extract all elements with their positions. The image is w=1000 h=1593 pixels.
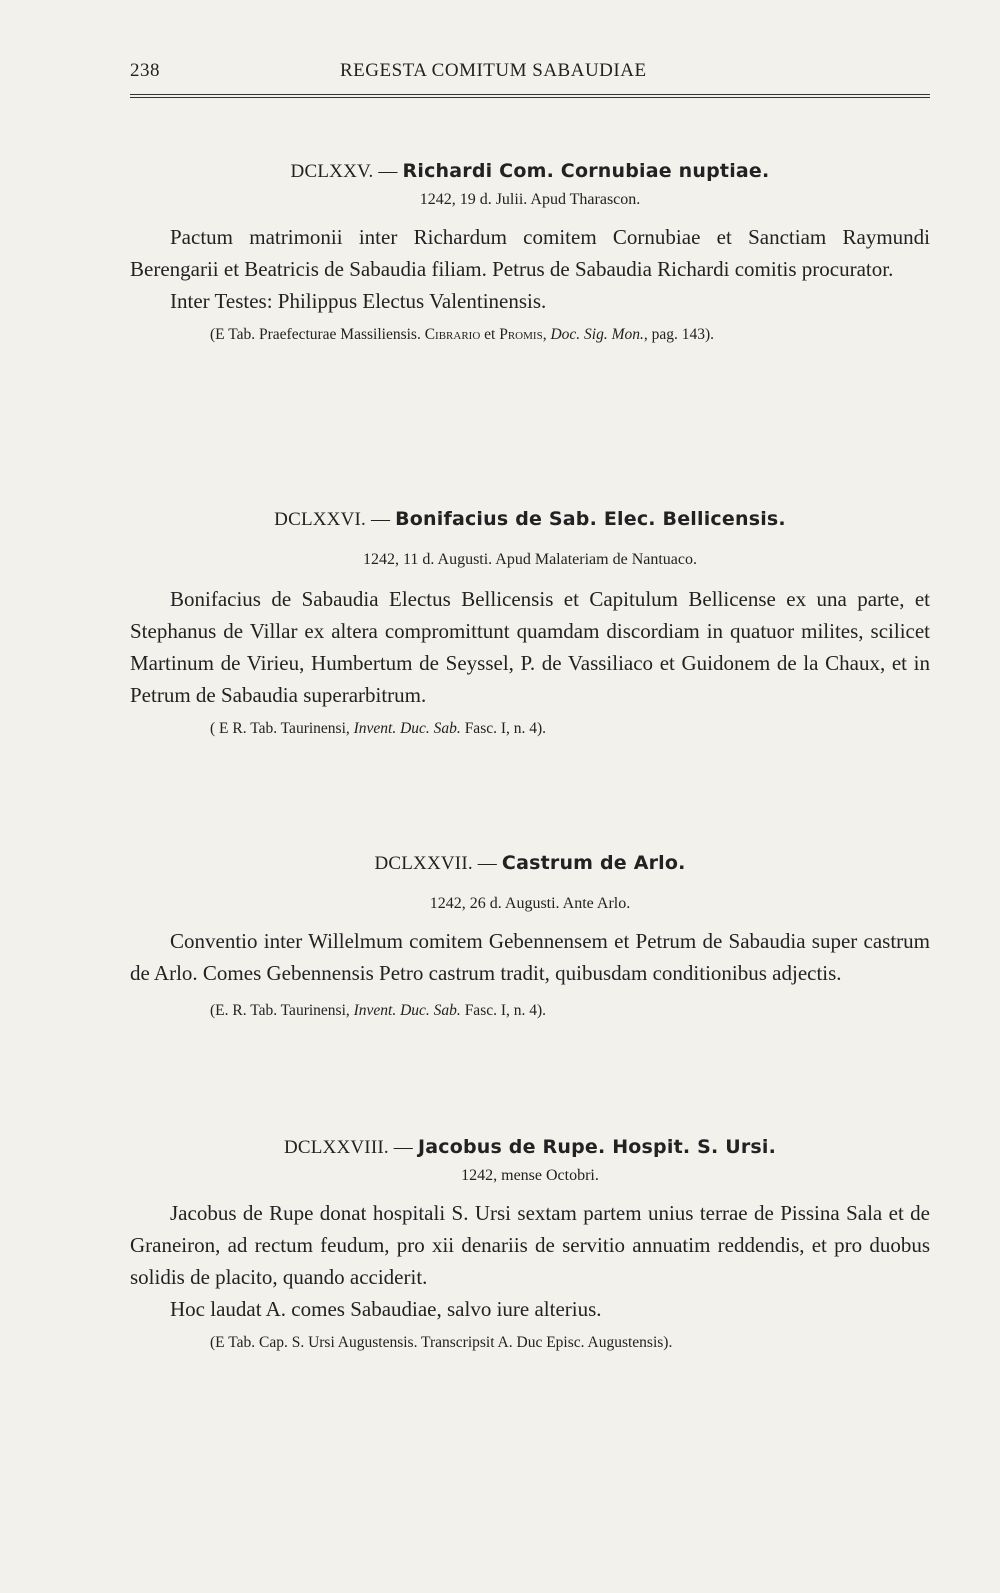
entry-paragraph: Hoc laudat A. comes Sabaudiae, salvo iure alterius.	[170, 1297, 602, 1321]
entry-title: Richardi Com. Cornubiae nuptiae.	[402, 160, 770, 182]
entry-title: Castrum de Arlo.	[501, 852, 686, 874]
entry-number: DCLXXVII.	[374, 853, 473, 874]
entry-source: ( E R. Tab. Taurinensi, Invent. Duc. Sab. Fasc. I, n. 4).	[210, 720, 547, 737]
entry-paragraph: Bonifacius de Sabaudia Electus Bellicensis et Capitulum Bellicense ex una parte, et Stephanus de Villar ex altera compromittunt quamdam discordiam in quatuor milites, scilicet Martinum de Virieu, Humbertum de Seyssel, P. de Vassiliaco et Guidonem de la Chaux, et in Petrum de Sabaudia superarbitrum.	[130, 587, 930, 707]
entry-dash: —	[370, 509, 391, 530]
entry-heading	[130, 508, 930, 531]
entry-dash: —	[378, 161, 398, 182]
entry-dateline: 1242, 19 d. Julii. Apud Tharascon.	[419, 191, 641, 208]
entry-heading	[130, 1136, 930, 1159]
entry-heading	[130, 852, 930, 875]
entry-dash: —	[393, 1137, 413, 1158]
entry-source: (E Tab. Praefecturae Massiliensis. Cibrario et Promis, Doc. Sig. Mon., pag. 143).	[210, 326, 715, 343]
running-head	[130, 60, 930, 90]
entry-dclxxvii	[130, 852, 930, 1023]
entry-paragraph: Conventio inter Willelmum comitem Gebennensem et Petrum de Sabaudia super castrum de Arlo. Comes Gebennensis Petro castrum tradit, quibusdam conditionibus adjectis.	[130, 929, 930, 985]
entry-dclxxv	[130, 160, 930, 347]
entry-title: Jacobus de Rupe. Hospit. S. Ursi.	[417, 1136, 777, 1158]
entry-paragraph: Pactum matrimonii inter Richardum comitem Cornubiae et Sanctiam Raymundi Berengarii et Beatricis de Sabaudia filiam. Petrus de Sabaudia Richardi comitis procurator.	[130, 225, 930, 281]
header-rule	[130, 94, 930, 98]
entry-dclxxviii	[130, 1136, 930, 1355]
running-title: REGESTA COMITUM SABAUDIAE	[340, 60, 647, 81]
entry-paragraph: Inter Testes: Philippus Electus Valentinensis.	[170, 289, 547, 313]
entry-source: (E Tab. Cap. S. Ursi Augustensis. Transcripsit A. Duc Episc. Augustensis).	[210, 1334, 673, 1351]
entry-dclxxvi	[130, 508, 930, 741]
entry-title: Bonifacius de Sab. Elec. Bellicensis.	[395, 508, 786, 530]
page	[130, 60, 930, 1351]
work-title: Invent. Duc. Sab.	[353, 1002, 461, 1019]
work-title: Invent. Duc. Sab.	[353, 720, 461, 737]
entry-number: DCLXXVIII.	[283, 1137, 389, 1158]
entry-number: DCLXXVI.	[274, 509, 366, 530]
author-name: Cibrario	[424, 326, 481, 343]
entry-heading	[130, 160, 930, 183]
author-name: Promis	[499, 326, 543, 343]
entry-source: (E. R. Tab. Taurinensi, Invent. Duc. Sab. Fasc. I, n. 4).	[210, 1002, 547, 1019]
entry-paragraph: Jacobus de Rupe donat hospitali S. Ursi sextam partem unius terrae de Pissina Sala et de Graneiron, ad rectum feudum, pro xii denariis de servitio annuatim reddendis, et pro duobus solidis de placito, quando acciderit.	[130, 1201, 930, 1289]
entry-dateline: 1242, 11 d. Augusti. Apud Malateriam de Nantuaco.	[362, 551, 697, 568]
entry-dash: —	[477, 853, 497, 874]
page-number: 238	[130, 60, 160, 81]
entry-dateline: 1242, mense Octobri.	[461, 1167, 599, 1184]
work-title: Doc. Sig. Mon.	[550, 326, 644, 343]
entry-number: DCLXXV.	[290, 161, 374, 182]
entry-dateline: 1242, 26 d. Augusti. Ante Arlo.	[429, 895, 631, 912]
